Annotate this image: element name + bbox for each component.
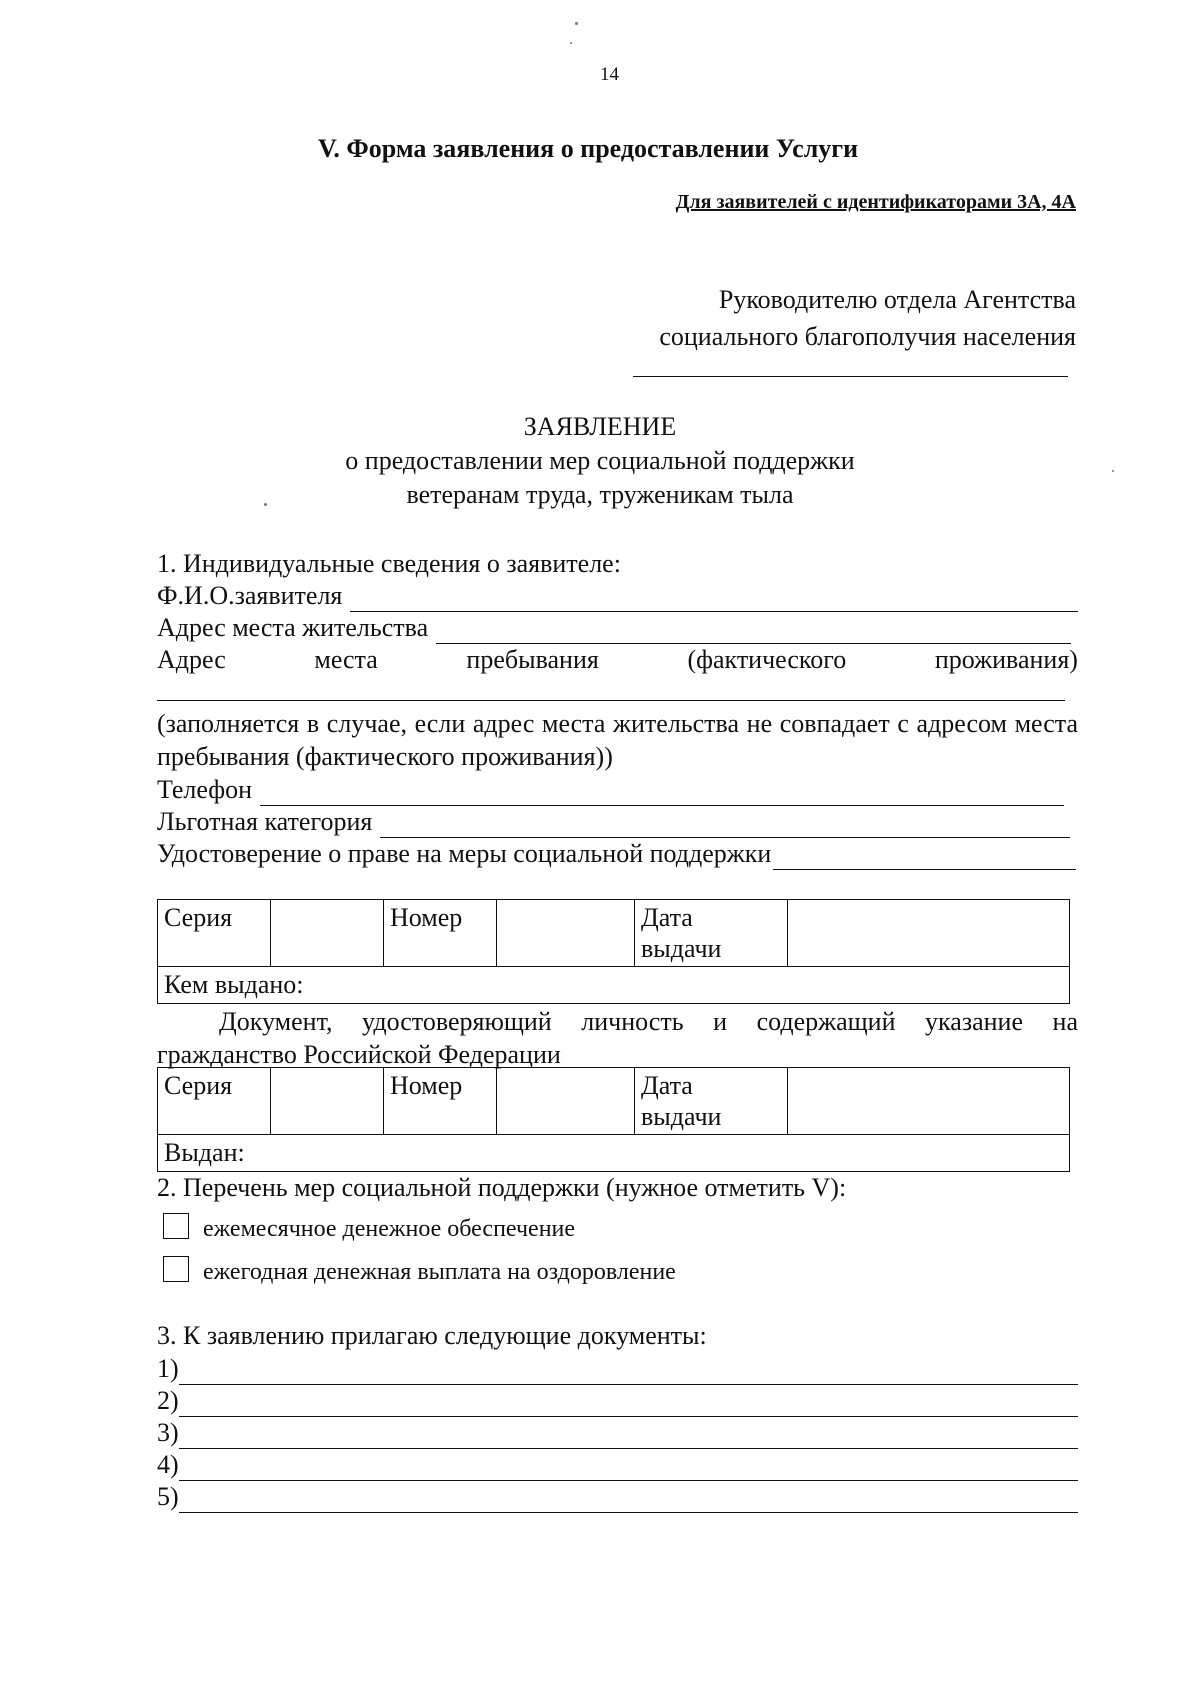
residence-row <box>157 612 1071 644</box>
stay-word-3: пребывания <box>466 645 599 674</box>
identity-table <box>157 1067 1070 1172</box>
document-subtitle-2: ветеранам труда, труженикам тыла <box>406 480 794 509</box>
cert-number-label: Номер <box>384 900 497 967</box>
fio-field[interactable] <box>350 587 1078 612</box>
fio-label: Ф.И.О.заявителя <box>157 581 343 610</box>
addressee-line-2: социального благополучия населения <box>659 322 1076 351</box>
identity-doc-text: Документ, удостоверяющий личность и содержащий указание на гражданство Российской Федерации <box>157 1007 1078 1069</box>
id-series-label: Серия <box>158 1068 271 1135</box>
option-annual[interactable] <box>163 1259 676 1286</box>
id-series-field[interactable] <box>271 1068 384 1135</box>
option-monthly[interactable] <box>163 1216 575 1243</box>
attachment-number-3: 3) <box>157 1418 179 1447</box>
addressee-block <box>659 281 1076 355</box>
attachment-field-3[interactable] <box>179 1424 1078 1449</box>
attachment-row-2 <box>157 1385 1078 1417</box>
stay-address-row <box>157 644 1078 676</box>
cert-issued-by[interactable] <box>158 967 1070 1004</box>
checkbox-annual[interactable] <box>163 1256 189 1282</box>
stay-address-field[interactable] <box>157 700 1065 701</box>
document-heading <box>0 410 1200 512</box>
fio-row <box>157 580 1078 612</box>
cert-series-label: Серия <box>158 900 271 967</box>
residence-label: Адрес места жительства <box>157 613 429 642</box>
residence-field[interactable] <box>436 619 1071 644</box>
cert-date-label <box>635 900 788 967</box>
attachment-row-4 <box>157 1449 1078 1481</box>
cert-date-label-line-2: выдачи <box>641 934 722 963</box>
scan-speck <box>575 22 578 25</box>
cert-date-field[interactable] <box>788 900 1070 967</box>
attachment-field-2[interactable] <box>179 1392 1078 1417</box>
id-number-label: Номер <box>384 1068 497 1135</box>
addressee-line-1: Руководителю отдела Агентства <box>718 285 1076 314</box>
phone-label: Телефон <box>157 775 253 804</box>
option-annual-label: ежегодная денежная выплата на оздоровление <box>203 1259 676 1285</box>
section1-heading: 1. Индивидуальные сведения о заявителе: <box>157 549 621 578</box>
attachment-number-2: 2) <box>157 1386 179 1415</box>
certificate-table <box>157 899 1070 1004</box>
attachment-field-4[interactable] <box>179 1456 1078 1481</box>
applicants-note: Для заявителей с идентификаторами 3А, 4А <box>675 191 1076 213</box>
phone-row <box>157 774 1064 806</box>
option-monthly-label: ежемесячное денежное обеспечение <box>203 1216 576 1242</box>
document-title: ЗАЯВЛЕНИЕ <box>523 412 677 441</box>
attachment-row-3 <box>157 1417 1078 1449</box>
cert-date-label-line-1: Дата <box>641 903 693 932</box>
phone-field[interactable] <box>260 781 1064 806</box>
stay-address-note: (заполняется в случае, если адрес места жительства не совпадает с адресом места пребывания (фактического проживания)) <box>157 709 1078 771</box>
checkbox-monthly[interactable] <box>163 1213 189 1239</box>
cert-series-field[interactable] <box>271 900 384 967</box>
id-date-field[interactable] <box>788 1068 1070 1135</box>
section2-heading: 2. Перечень мер социальной поддержки (нужное отметить V): <box>157 1173 847 1202</box>
cert-issued-by-label: Кем выдано: <box>164 970 304 999</box>
stay-word-5: проживания) <box>934 645 1078 674</box>
id-date-label <box>635 1068 788 1135</box>
attachment-number-4: 4) <box>157 1450 179 1479</box>
id-issued-label: Выдан: <box>164 1138 245 1167</box>
scan-speck <box>570 42 572 44</box>
attachment-row-5 <box>157 1481 1078 1513</box>
category-row <box>157 806 1070 838</box>
category-field[interactable] <box>380 813 1070 838</box>
page-number: 14 <box>600 64 619 85</box>
document-subtitle-1: о предоставлении мер социальной поддержки <box>345 446 855 475</box>
attachment-number-1: 1) <box>157 1354 179 1383</box>
stay-word-2: места <box>314 645 378 674</box>
id-date-label-line-1: Дата <box>641 1071 693 1100</box>
certificate-row <box>157 838 1076 870</box>
category-label: Льготная категория <box>157 807 373 836</box>
attachment-row-1 <box>157 1353 1078 1385</box>
section-title: V. Форма заявления о предоставлении Услуги <box>318 134 859 163</box>
attachment-number-5: 5) <box>157 1482 179 1511</box>
cert-number-field[interactable] <box>497 900 635 967</box>
stay-word-4: (фактического <box>687 645 847 674</box>
id-date-label-line-2: выдачи <box>641 1102 722 1131</box>
section3-heading: 3. К заявлению прилагаю следующие документы: <box>157 1321 707 1350</box>
certificate-label: Удостоверение о праве на меры социальной поддержки <box>157 839 772 868</box>
attachment-field-1[interactable] <box>179 1360 1078 1385</box>
attachment-field-5[interactable] <box>179 1488 1078 1513</box>
id-issued[interactable] <box>158 1135 1070 1172</box>
stay-word-1: Адрес <box>157 645 226 674</box>
certificate-field[interactable] <box>773 845 1076 870</box>
id-number-field[interactable] <box>497 1068 635 1135</box>
addressee-name-field[interactable] <box>633 376 1068 377</box>
